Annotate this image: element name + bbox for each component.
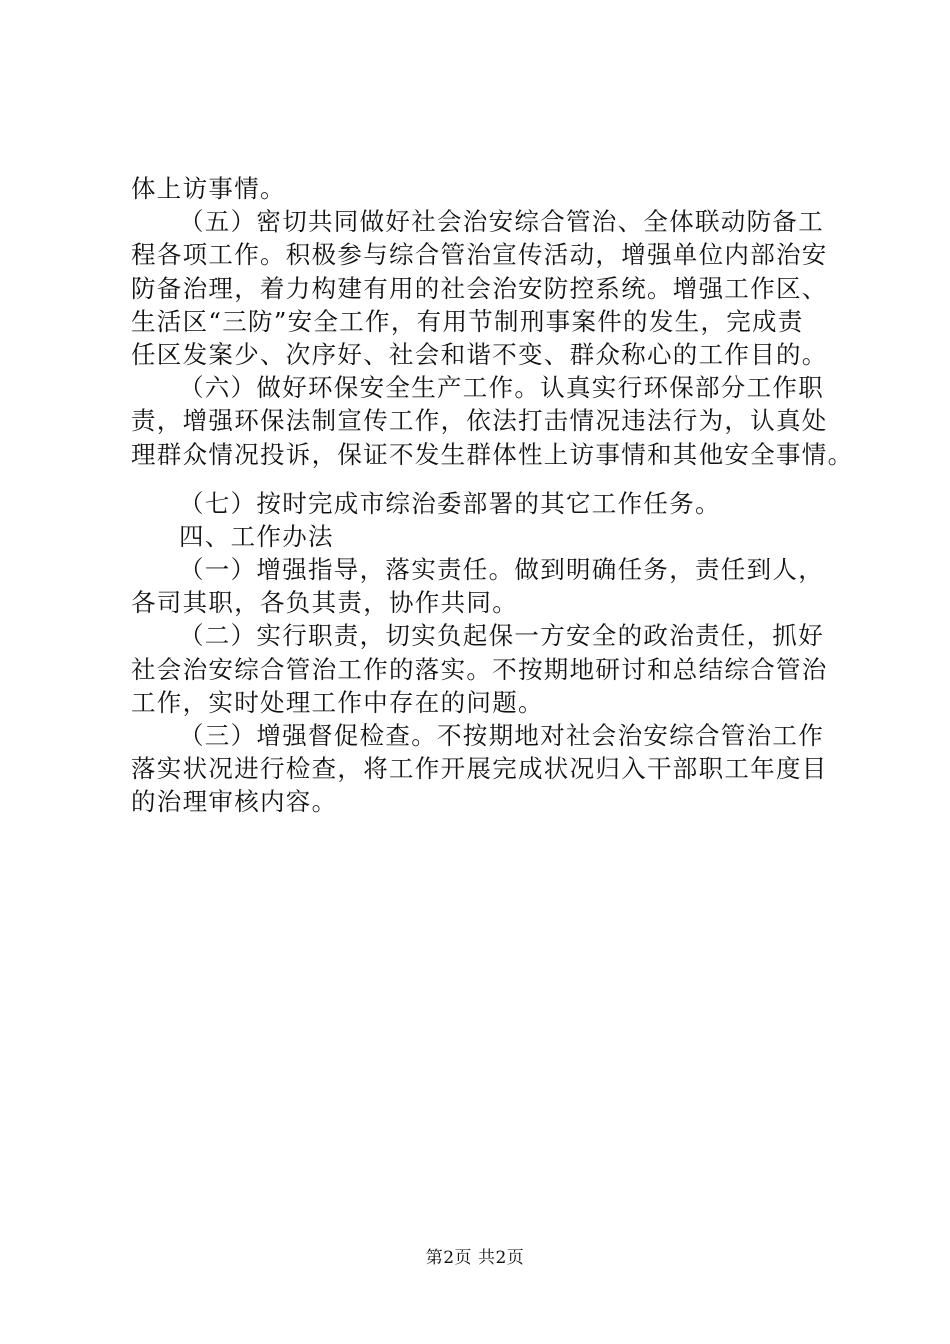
paragraph-line: 体上访事情。 [131, 174, 286, 203]
paragraph-line: 任区发案少、次序好、社会和谐不变、群众称心的工作目的。 [131, 339, 828, 369]
paragraph-line: 工作，实时处理工作中存在的问题。 [131, 687, 544, 717]
paragraph-line: 防备治理，着力构建有用的社会治安防控系统。增强工作区、 [131, 273, 828, 303]
paragraph-line: 程各项工作。积极参与综合管治宣传活动，增强单位内部治安 [131, 240, 828, 270]
paragraph-line: 的治理审核内容。 [131, 787, 338, 817]
paragraph-line: 社会治安综合管治工作的落实。不按期地研讨和总结综合管治 [131, 654, 828, 684]
paragraph-line: 理群众情况投诉，保证不发生群体性上访事情和其他安全事情。 [131, 439, 854, 469]
paragraph-line: （一）增强指导，落实责任。做到明确任务，责任到人， [179, 555, 824, 585]
paragraph-line: 落实状况进行检查，将工作开展完成状况归入干部职工年度目 [131, 754, 828, 784]
paragraph-line: 生活区“三防”安全工作，有用节制刑事案件的发生，完成责 [131, 306, 804, 336]
section-heading: 四、工作办法 [179, 521, 334, 551]
paragraph-line: （二）实行职责，切实负起保一方安全的政治责任，抓好 [179, 621, 824, 651]
paragraph-line: 各司其职，各负其责，协作共同。 [131, 588, 518, 618]
paragraph-line: （五）密切共同做好社会治安综合管治、全体联动防备工 [179, 207, 824, 237]
paragraph-line: （七）按时完成市综治委部署的其它工作任务。 [179, 488, 721, 518]
page-number-footer: 第2页 共2页 [425, 1248, 525, 1268]
document-body [131, 172, 854, 819]
paragraph-line: （三）增强督促检查。不按期地对社会治安综合管治工作 [179, 721, 824, 750]
paragraph-line: （六）做好环保安全生产工作。认真实行环保部分工作职 [179, 373, 824, 403]
paragraph-line: 责，增强环保法制宣传工作，依法打击情况违法行为，认真处 [131, 406, 828, 436]
